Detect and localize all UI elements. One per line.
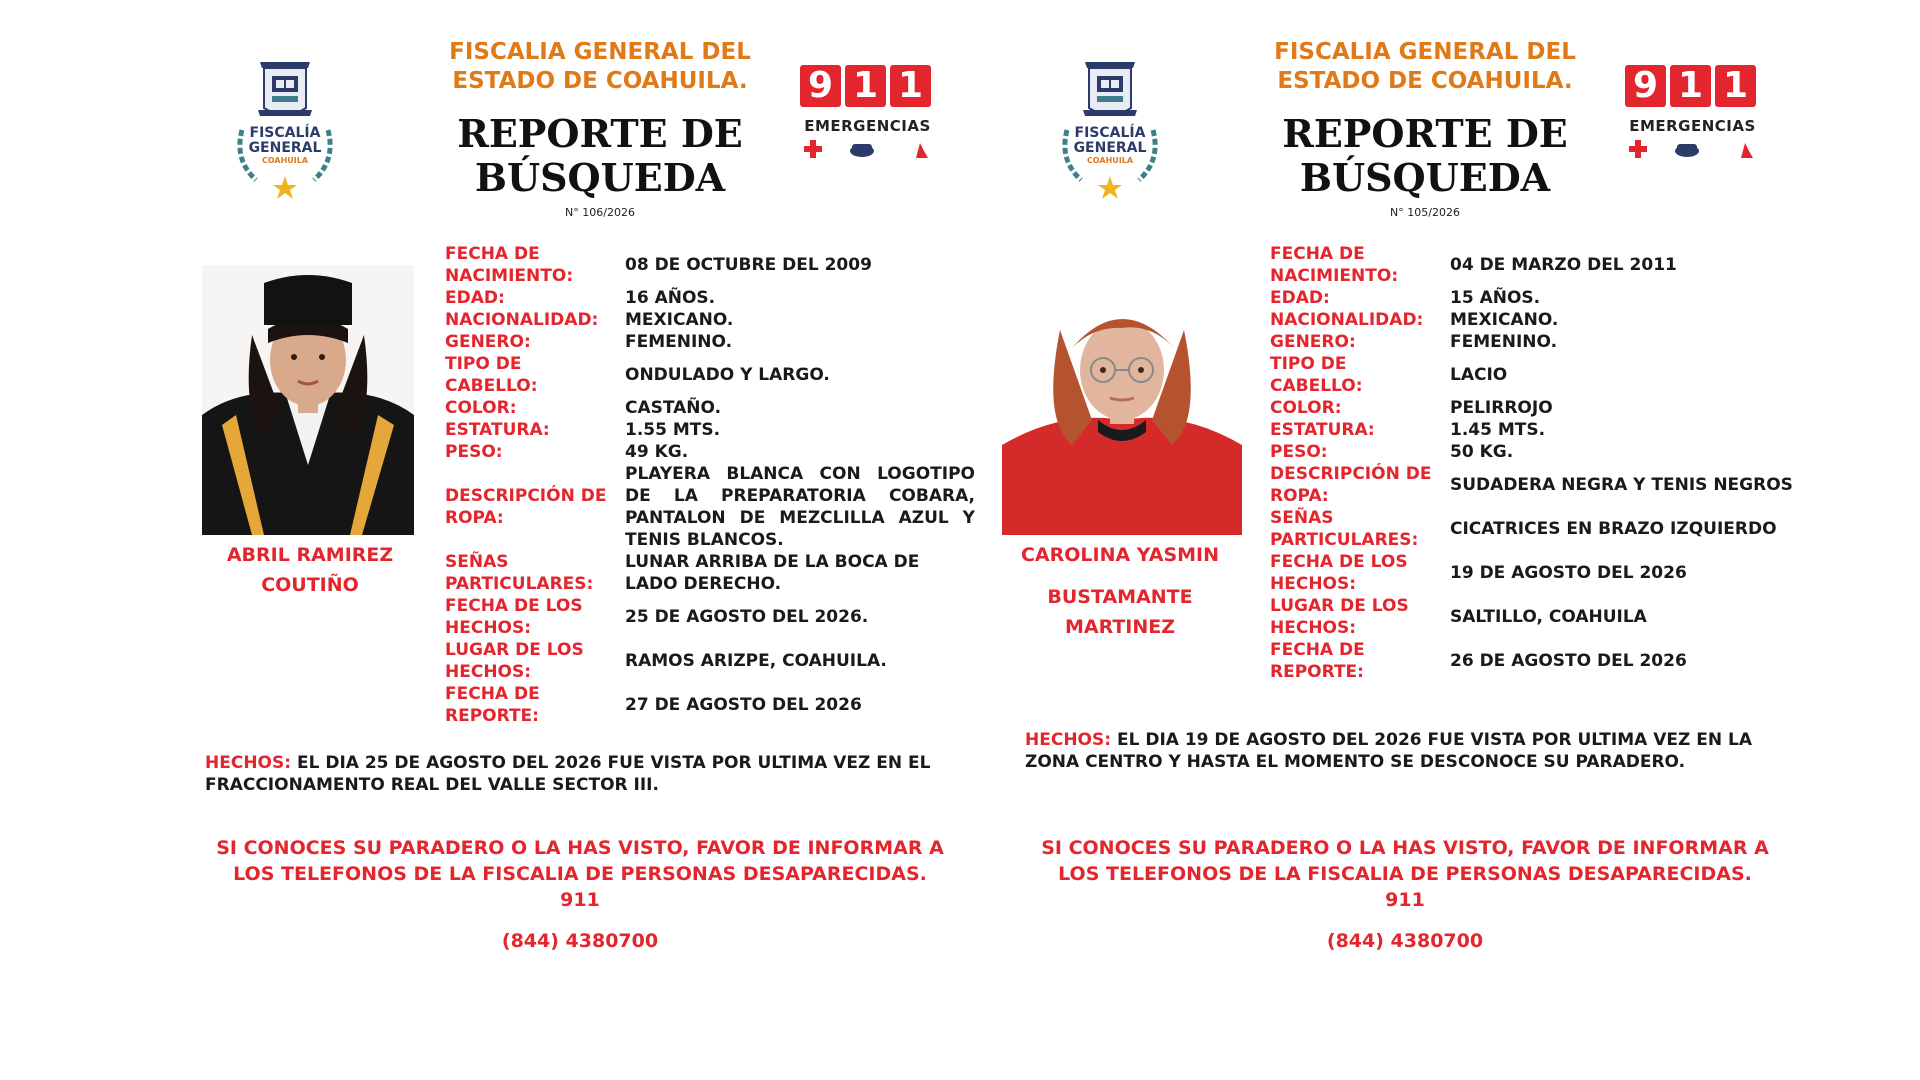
value-fecha-reporte: 27 DE AGOSTO DEL 2026 — [625, 695, 862, 715]
report-title — [425, 112, 775, 200]
logo-line-3: COAHUILA — [1086, 156, 1134, 165]
name-line-1: ABRIL RAMIREZ — [226, 544, 394, 566]
agency-name: FISCALIA GENERAL DEL ESTADO DE COAHUILA. — [449, 39, 751, 94]
cross-icon — [804, 140, 822, 158]
call-to-action — [190, 835, 970, 913]
value-fecha-hechos: 19 DE AGOSTO DEL 2026 — [1450, 563, 1687, 583]
value-peso: 50 KG. — [1450, 442, 1514, 462]
label-fecha-reporte: FECHA DE REPORTE: — [445, 684, 540, 726]
title-line-2: BÚSQUEDA — [1299, 155, 1551, 200]
label-fecha-hechos: FECHA DE LOS HECHOS: — [1270, 552, 1408, 594]
hechos-label: HECHOS: — [1025, 730, 1112, 750]
fiscalia-logo — [220, 50, 350, 200]
label-peso: PESO: — [445, 442, 503, 462]
label-tipo-cabello: TIPO DE CABELLO: — [445, 354, 538, 396]
label-lugar-hechos: LUGAR DE LOS HECHOS: — [1270, 596, 1409, 638]
missing-person-report-1 — [190, 0, 990, 1000]
name-line-3: MARTINEZ — [1064, 616, 1176, 638]
value-fecha-hechos: 25 DE AGOSTO DEL 2026. — [625, 607, 869, 627]
label-ropa: DESCRIPCIÓN DE ROPA: — [1270, 464, 1432, 506]
value-edad: 16 AÑOS. — [625, 288, 716, 308]
badge-digit: 1 — [1715, 65, 1756, 107]
missing-person-photo — [202, 265, 414, 535]
label-color: COLOR: — [445, 398, 517, 418]
badge-digit: 9 — [800, 65, 841, 107]
label-fecha-hechos: FECHA DE LOS HECHOS: — [445, 596, 583, 638]
hechos-paragraph — [1025, 729, 1795, 773]
logo-line-2: GENERAL — [248, 140, 322, 156]
agency-name: FISCALIA GENERAL DEL ESTADO DE COAHUILA. — [1274, 39, 1576, 94]
value-fecha-nacimiento: 04 DE MARZO DEL 2011 — [1450, 255, 1677, 275]
logo-line-1: FISCALÍA — [249, 125, 321, 141]
fire-icon — [916, 143, 928, 158]
value-senas: CICATRICES EN BRAZO IZQUIERDO — [1450, 519, 1777, 539]
badge-digit: 1 — [1670, 65, 1711, 107]
missing-person-photo — [1002, 270, 1242, 535]
value-senas: LUNAR ARRIBA DE LA BOCA DE LADO DERECHO. — [625, 552, 920, 594]
label-lugar-hechos: LUGAR DE LOS HECHOS: — [445, 640, 584, 682]
hechos-text: EL DIA 19 DE AGOSTO DEL 2026 FUE VISTA POR ULTIMA VEZ EN LA ZONA CENTRO Y HASTA EL MOMENTO SE DESCONOCE SU PARADERO. — [1025, 730, 1752, 772]
title-line-2: BÚSQUEDA — [474, 155, 726, 200]
value-tipo-cabello: ONDULADO Y LARGO. — [625, 365, 830, 385]
label-nacionalidad: NACIONALIDAD: — [1270, 310, 1424, 330]
label-estatura: ESTATURA: — [445, 420, 550, 440]
name-line-2: COUTIÑO — [261, 574, 359, 596]
cross-icon — [1629, 140, 1647, 158]
police-cap-icon — [850, 144, 874, 157]
emergency-icons — [1625, 137, 1760, 161]
name-line-1: CAROLINA YASMIN — [1020, 544, 1220, 566]
value-nacionalidad: MEXICANO. — [625, 310, 734, 330]
label-senas: SEÑAS PARTICULARES: — [1270, 508, 1419, 550]
emergency-911-badge — [1625, 65, 1760, 170]
label-edad: EDAD: — [1270, 288, 1330, 308]
report-number: N° 105/2026 — [1390, 206, 1460, 219]
label-estatura: ESTATURA: — [1270, 420, 1375, 440]
contact-phone: (844) 4380700 — [501, 930, 659, 952]
call-text: SI CONOCES SU PARADERO O LA HAS VISTO, FAVOR DE INFORMAR A LOS TELEFONOS DE LA FISCALIA DE PERSONAS DESAPARECIDAS. — [216, 837, 944, 885]
hechos-label: HECHOS: — [205, 753, 292, 773]
missing-person-name — [190, 540, 430, 600]
label-peso: PESO: — [1270, 442, 1328, 462]
value-fecha-nacimiento: 08 DE OCTUBRE DEL 2009 — [625, 255, 872, 275]
police-cap-icon — [1675, 144, 1699, 157]
name-line-2: BUSTAMANTE — [1047, 586, 1193, 608]
fire-icon — [1741, 143, 1753, 158]
value-lugar-hechos: RAMOS ARIZPE, COAHUILA. — [625, 651, 887, 671]
label-tipo-cabello: TIPO DE CABELLO: — [1270, 354, 1363, 396]
label-fecha-reporte: FECHA DE REPORTE: — [1270, 640, 1365, 682]
emergency-label: EMERGENCIAS — [1629, 117, 1756, 135]
logo-line-1: FISCALÍA — [1074, 125, 1146, 141]
emergency-911-badge — [800, 65, 935, 170]
logo-line-2: GENERAL — [1073, 140, 1147, 156]
label-genero: GENERO: — [1270, 332, 1356, 352]
value-color: PELIRROJO — [1450, 398, 1553, 418]
label-senas: SEÑAS PARTICULARES: — [445, 552, 594, 594]
value-fecha-reporte: 26 DE AGOSTO DEL 2026 — [1450, 651, 1687, 671]
logo-line-3: COAHUILA — [261, 156, 309, 165]
label-fecha-nacimiento: FECHA DE NACIMIENTO: — [1270, 244, 1399, 286]
hechos-text: EL DIA 25 DE AGOSTO DEL 2026 FUE VISTA POR ULTIMA VEZ EN EL FRACCIONAMENTO REAL DEL VALLE SECTOR III. — [205, 753, 931, 795]
value-ropa: PLAYERA BLANCA CON LOGOTIPO DE LA PREPARATORIA COBARA, PANTALON DE MEZCLILLA AZUL Y TENIS BLANCOS. — [625, 464, 975, 550]
emergency-icons — [800, 137, 935, 161]
title-line-1: REPORTE DE — [457, 111, 743, 156]
call-number: 911 — [560, 889, 600, 911]
label-fecha-nacimiento: FECHA DE NACIMIENTO: — [445, 244, 574, 286]
value-estatura: 1.45 MTS. — [1450, 420, 1546, 440]
value-peso: 49 KG. — [625, 442, 689, 462]
value-estatura: 1.55 MTS. — [625, 420, 721, 440]
call-to-action — [1015, 835, 1795, 913]
value-color: CASTAÑO. — [625, 398, 722, 418]
badge-digit: 9 — [1625, 65, 1666, 107]
label-nacionalidad: NACIONALIDAD: — [445, 310, 599, 330]
value-nacionalidad: MEXICANO. — [1450, 310, 1559, 330]
emergency-label: EMERGENCIAS — [804, 117, 931, 135]
value-tipo-cabello: LACIO — [1450, 365, 1508, 385]
missing-person-name — [1000, 540, 1240, 642]
value-genero: FEMENINO. — [1450, 332, 1558, 352]
badge-digit: 1 — [890, 65, 931, 107]
label-ropa: DESCRIPCIÓN DE ROPA: — [445, 486, 607, 528]
report-title — [1250, 112, 1600, 200]
label-color: COLOR: — [1270, 398, 1342, 418]
badge-digit: 1 — [845, 65, 886, 107]
report-number: N° 106/2026 — [565, 206, 635, 219]
label-genero: GENERO: — [445, 332, 531, 352]
label-edad: EDAD: — [445, 288, 505, 308]
value-lugar-hechos: SALTILLO, COAHUILA — [1450, 607, 1647, 627]
fiscalia-logo — [1045, 50, 1175, 200]
contact-phone: (844) 4380700 — [1326, 930, 1484, 952]
title-line-1: REPORTE DE — [1282, 111, 1568, 156]
missing-person-report-2 — [1015, 0, 1815, 1000]
call-number: 911 — [1385, 889, 1425, 911]
value-edad: 15 AÑOS. — [1450, 288, 1541, 308]
value-genero: FEMENINO. — [625, 332, 733, 352]
call-text: SI CONOCES SU PARADERO O LA HAS VISTO, FAVOR DE INFORMAR A LOS TELEFONOS DE LA FISCALIA DE PERSONAS DESAPARECIDAS. — [1041, 837, 1769, 885]
value-ropa: SUDADERA NEGRA Y TENIS NEGROS — [1450, 475, 1793, 495]
hechos-paragraph — [205, 752, 965, 796]
